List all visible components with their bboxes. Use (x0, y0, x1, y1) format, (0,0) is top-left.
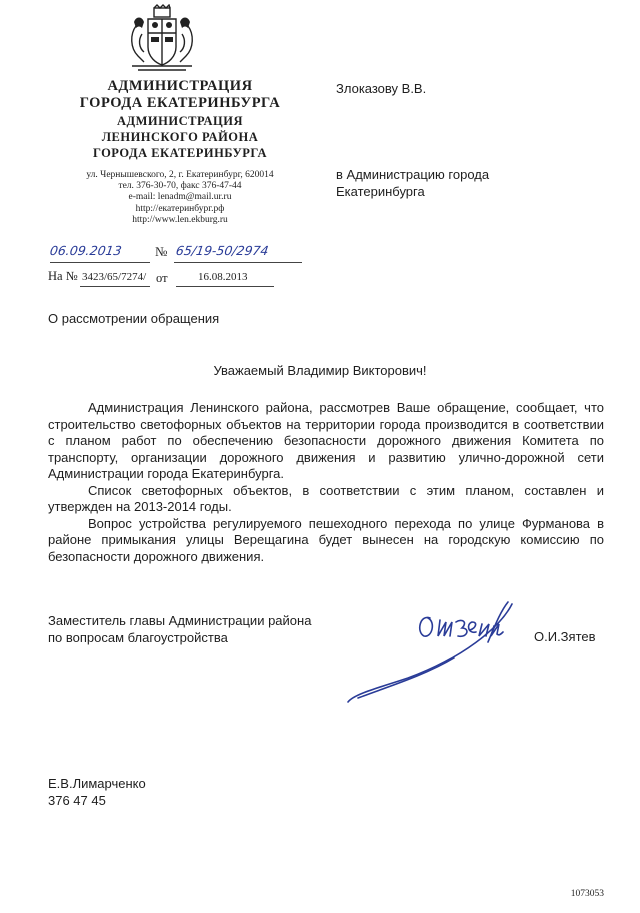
greeting: Уважаемый Владимир Викторович! (213, 363, 427, 378)
recipient-copy (336, 166, 489, 200)
phone-fax: тел. 376-30-70, факс 376-47-44 (118, 181, 242, 192)
reference-prefix: На № (48, 269, 78, 283)
outgoing-number: 65/19-50/2974 (174, 243, 270, 258)
paragraph: Список светофорных объектов, в соответствии с этим планом, составлен и утвержден на 2013-2014 годы. (48, 482, 604, 514)
reference-date-line (176, 286, 274, 287)
copy-line-1: в Администрацию города (336, 167, 490, 182)
executor-name: Е.В.Лимарченко (48, 776, 146, 791)
coat-of-arms-icon (124, 4, 200, 74)
number-sign: № (155, 244, 168, 259)
website-2: http://www.len.ekburg.ru (132, 214, 228, 225)
recipient-name: Злоказову В.В. (336, 81, 427, 96)
dept-line-1: АДМИНИСТРАЦИЯ (117, 114, 243, 128)
executor-phone: 376 47 45 (48, 792, 106, 808)
reference-number-line (80, 286, 150, 287)
dept-line-3: ГОРОДА ЕКАТЕРИНБУРГА (92, 146, 268, 160)
paragraph: Администрация Ленинского района, рассмотрев Ваше обращение, сообщает, что строительство светофорных объектов на территории города производится в соответствии с планом работ по обеспечению безопасности дорожного движения Комитета по транспорту, организации дорожного движения и развитию улично-дорожной сети Администрации города Екатеринбурга. (48, 400, 604, 481)
website-1: http://екатеринбург.рф (135, 203, 225, 214)
outgoing-date: 06.09.2013 (48, 243, 123, 258)
outgoing-date-line (50, 262, 150, 263)
copy-line-2: Екатеринбурга (336, 184, 425, 199)
handwritten-signature-icon (336, 600, 522, 710)
signatory-name: О.И.Зятев (534, 629, 596, 644)
subject: О рассмотрении обращения (48, 311, 220, 326)
letterhead-dept (40, 113, 320, 161)
registration-number: 1073053 (570, 889, 604, 899)
reference-number: 3423/65/7274/ (82, 271, 147, 283)
address: ул. Чернышевского, 2, г. Екатеринбург, 620014 (86, 170, 274, 180)
reference-from-label: от (156, 271, 168, 285)
dept-line-2: ЛЕНИНСКОГО РАЙОНА (101, 130, 259, 144)
signatory-title-line-1: Заместитель главы Администрации района (48, 613, 312, 628)
executor-block (48, 776, 146, 809)
paragraph: Вопрос устройства регулируемого пешеходного перехода по улице Фурманова в районе примыкания улицы Верещагина будет вынесен на городскую комиссию по безопасности дорожного движения. (48, 515, 604, 564)
signatory-title (48, 613, 311, 646)
outgoing-number-line (174, 262, 302, 263)
letterhead-contacts (40, 170, 320, 226)
letter-body (48, 400, 604, 565)
email: e-mail: lenadm@mail.ur.ru (128, 192, 232, 203)
org-line-2: ГОРОДА ЕКАТЕРИНБУРГА (79, 95, 281, 111)
reference-date: 16.08.2013 (198, 271, 248, 283)
org-line-1: АДМИНИСТРАЦИЯ (107, 78, 253, 94)
signatory-title-line-2: по вопросам благоустройства (48, 629, 228, 645)
letterhead-org (40, 78, 320, 112)
